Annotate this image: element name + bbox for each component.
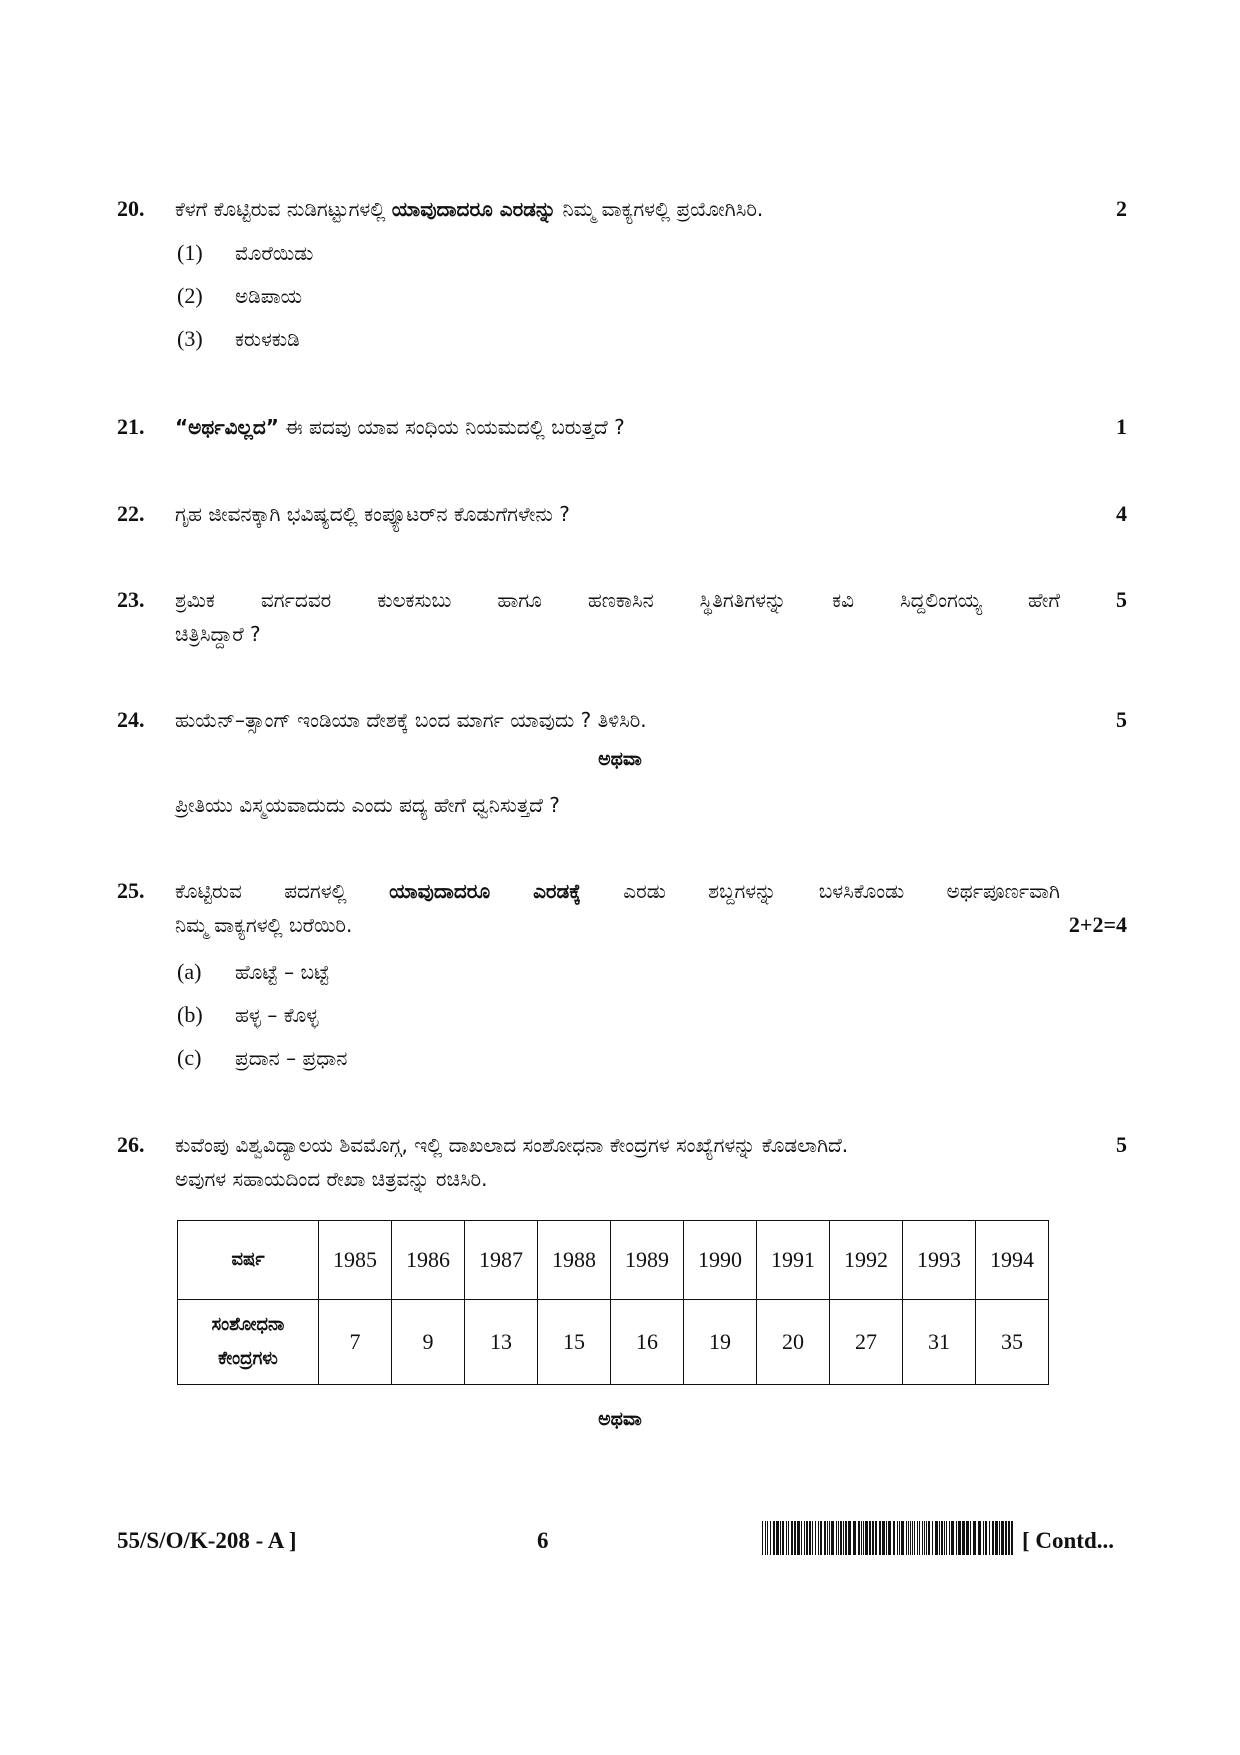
question-number: 22. [117, 501, 145, 526]
question-marks: 5 [1116, 587, 1127, 612]
question-text: ಹುಯೆನ್–ತ್ಸಾಂಗ್ ಇಂಡಿಯಾ ದೇಶಕ್ಕೆ ಬಂದ ಮಾರ್ಗ ಯಾವುದು ? ತಿಳಿಸಿರಿ. [175, 708, 647, 732]
question-text: ಕುವೆಂಪು ವಿಶ್ವವಿದ್ಯಾಲಯ ಶಿವಮೊಗ್ಗ, ಇಲ್ಲಿ ದಾಖಲಾದ ಸಂಶೋಧನಾ ಕೇಂದ್ರಗಳ ಸಂಖ್ಯೆಗಳನ್ನು ಕೊಡಲಾಗಿದೆ. ಅವುಗಳ ಸಹಾಯದಿಂದ ರೇಖಾ ಚಿತ್ರವನ್ನು ರಚಿಸಿರಿ. [175, 1133, 849, 1191]
question-marks: 2 [1116, 196, 1127, 221]
year-cell: 1992 [830, 1221, 903, 1300]
barcode-icon [762, 1521, 1014, 1555]
question-number: 24. [117, 707, 145, 732]
or-separator: ಅಥವಾ [598, 748, 642, 770]
question-number: 26. [117, 1132, 145, 1157]
value-cell: 9 [392, 1300, 465, 1385]
value-cell: 15 [538, 1300, 611, 1385]
year-cell: 1986 [392, 1221, 465, 1300]
value-cell: 27 [830, 1300, 903, 1385]
year-cell: 1985 [319, 1221, 392, 1300]
question-text: ಶ್ರಮಿಕ ವರ್ಗದವರ ಕುಲಕಸುಬು ಹಾಗೂ ಹಣಕಾಸಿನ ಸ್ಥಿತಿಗತಿಗಳನ್ನು ಕವಿ ಸಿದ್ದಲಿಂಗಯ್ಯ ಹೇಗೆ ಚಿತ್ರಿಸಿದ್ದಾರೆ ? [175, 588, 1060, 646]
or-separator: ಅಥವಾ [598, 1408, 642, 1430]
value-cell: 16 [611, 1300, 684, 1385]
value-cell: 13 [465, 1300, 538, 1385]
question-marks: 2+2=4 [1068, 912, 1127, 937]
question-marks: 4 [1116, 501, 1127, 526]
year-cell: 1989 [611, 1221, 684, 1300]
row-header-centres: ಸಂಶೋಧನಾ ಕೇಂದ್ರಗಳು [178, 1300, 319, 1385]
value-cell: 31 [903, 1300, 976, 1385]
value-cell: 19 [684, 1300, 757, 1385]
value-cell: 7 [319, 1300, 392, 1385]
year-cell: 1993 [903, 1221, 976, 1300]
page-number: 6 [537, 1528, 549, 1553]
question-marks: 5 [1116, 1132, 1127, 1157]
table-row [178, 1221, 1049, 1300]
question-number: 20. [117, 196, 145, 221]
paper-code: 55/S/O/K-208 - A ] [117, 1528, 297, 1553]
question-text: ಕೆಳಗೆ ಕೊಟ್ಟಿರುವ ನುಡಿಗಟ್ಟುಗಳಲ್ಲಿ ಯಾವುದಾದರೂ ಎರಡನ್ನು ನಿಮ್ಮ ವಾಕ್ಯಗಳಲ್ಲಿ ಪ್ರಯೋಗಿಸಿರಿ. [175, 197, 764, 221]
year-cell: 1987 [465, 1221, 538, 1300]
value-cell: 35 [976, 1300, 1049, 1385]
question-text: ಕೊಟ್ಟಿರುವ ಪದಗಳಲ್ಲಿ ಯಾವುದಾದರೂ ಎರಡಕ್ಕೆ ಎರಡು ಶಬ್ದಗಳನ್ನು ಬಳಸಿಕೊಂಡು ಅರ್ಥಪೂರ್ಣವಾಗಿ ನಿಮ್ಮ ವಾಕ್ಯಗಳಲ್ಲಿ ಬರೆಯಿರಿ. [175, 879, 1060, 937]
continued-label: [ Contd... [1022, 1528, 1115, 1553]
alternative-question-text: ಪ್ರೀತಿಯು ವಿಸ್ಮಯವಾದುದು ಎಂದು ಪದ್ಯ ಹೇಗೆ ಧ್ವನಿಸುತ್ತದೆ ? [175, 793, 560, 817]
question-number: 21. [117, 414, 145, 439]
question-text: “ಅರ್ಥವಿಲ್ಲದ” ಈ ಪದವು ಯಾವ ಸಂಧಿಯ ನಿಯಮದಲ್ಲಿ ಬರುತ್ತದೆ ? [175, 415, 625, 439]
year-cell: 1990 [684, 1221, 757, 1300]
question-number: 23. [117, 587, 145, 612]
year-cell: 1991 [757, 1221, 830, 1300]
row-header-year: ವರ್ಷ [178, 1221, 319, 1300]
research-centres-table [177, 1220, 1049, 1385]
year-cell: 1988 [538, 1221, 611, 1300]
question-number: 25. [117, 878, 145, 903]
question-marks: 5 [1116, 707, 1127, 732]
question-text: ಗೃಹ ಜೀವನಕ್ಕಾಗಿ ಭವಿಷ್ಯದಲ್ಲಿ ಕಂಪ್ಯೂಟರ್‌ನ ಕೊಡುಗೆಗಳೇನು ? [175, 502, 570, 526]
year-cell: 1994 [976, 1221, 1049, 1300]
table-row [178, 1300, 1049, 1385]
question-marks: 1 [1116, 414, 1127, 439]
value-cell: 20 [757, 1300, 830, 1385]
